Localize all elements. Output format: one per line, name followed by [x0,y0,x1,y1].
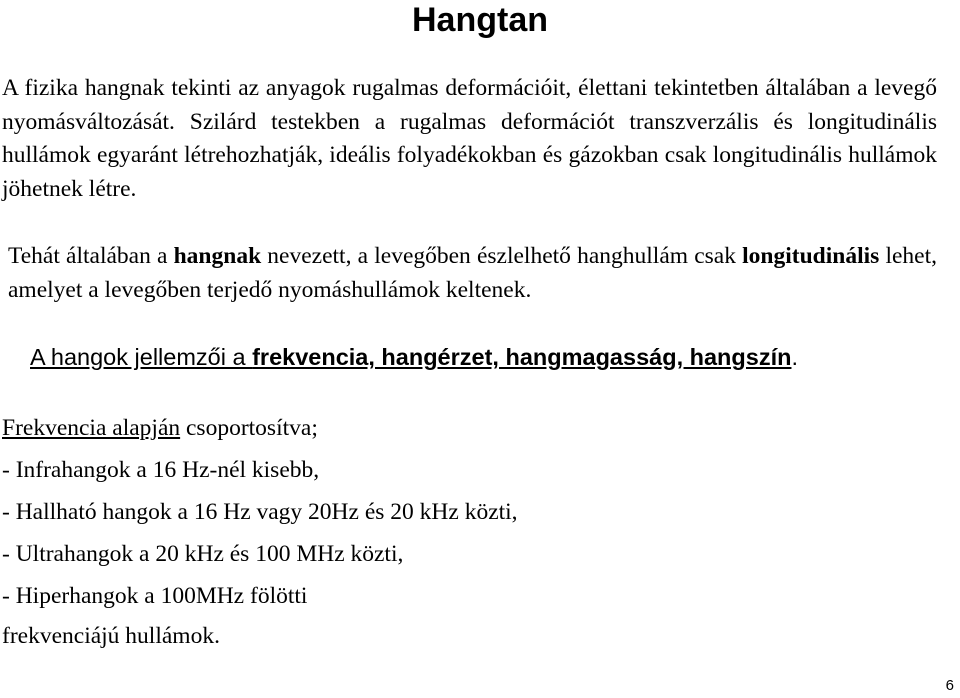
frequency-heading-rest: csoportosítva; [180,415,318,441]
sound-definition-paragraph [8,240,937,307]
frequency-heading-underlined: Frekvencia alapján [2,415,181,441]
definition-bold-hangnak: hangnak [173,243,262,269]
intro-paragraph: A fizika hangnak tekinti az anyagok rugalmas deformációit, élettani tekintetben általában a levegő nyomásváltozását. Szilárd testekben a rugalmas deformációt transzverzális és longitudinális hullámok egyaránt létrehozhatják, ideális folyadékokban és gázokban csak longitudinális hullámok jöhetnek létre. [2,75,937,202]
definition-text-1: Tehát általában a [8,243,174,269]
characteristics-list: frekvencia, hangérzet, hangmagasság, hangszín [252,344,792,370]
definition-text-2: nevezett, a levegőben észlelhető hanghullám csak [261,243,743,269]
frequency-closing: frekvenciájú hullámok. [2,623,220,649]
characteristics-line [30,340,930,374]
characteristics-intro: A hangok jellemzői a [30,344,253,370]
list-item-hiperhang: - Hiperhangok a 100MHz fölötti [2,583,308,609]
page-number: 6 [945,677,954,694]
characteristics-period: . [791,344,798,370]
definition-bold-longitudinalis: longitudinális [742,243,880,269]
list-item-hallhato: - Hallható hangok a 16 Hz vagy 20Hz és 20 kHz közti, [2,499,518,525]
list-item-ultrahang: - Ultrahangok a 20 kHz és 100 MHz közti, [2,541,404,567]
definition-text-3: lehet, amelyet a levegőben terjedő nyomáshullámok keltenek. [8,243,938,303]
frequency-heading [2,413,318,443]
list-item-infrahang: - Infrahangok a 16 Hz-nél kisebb, [2,457,320,483]
page-title: Hangtan [412,1,548,39]
